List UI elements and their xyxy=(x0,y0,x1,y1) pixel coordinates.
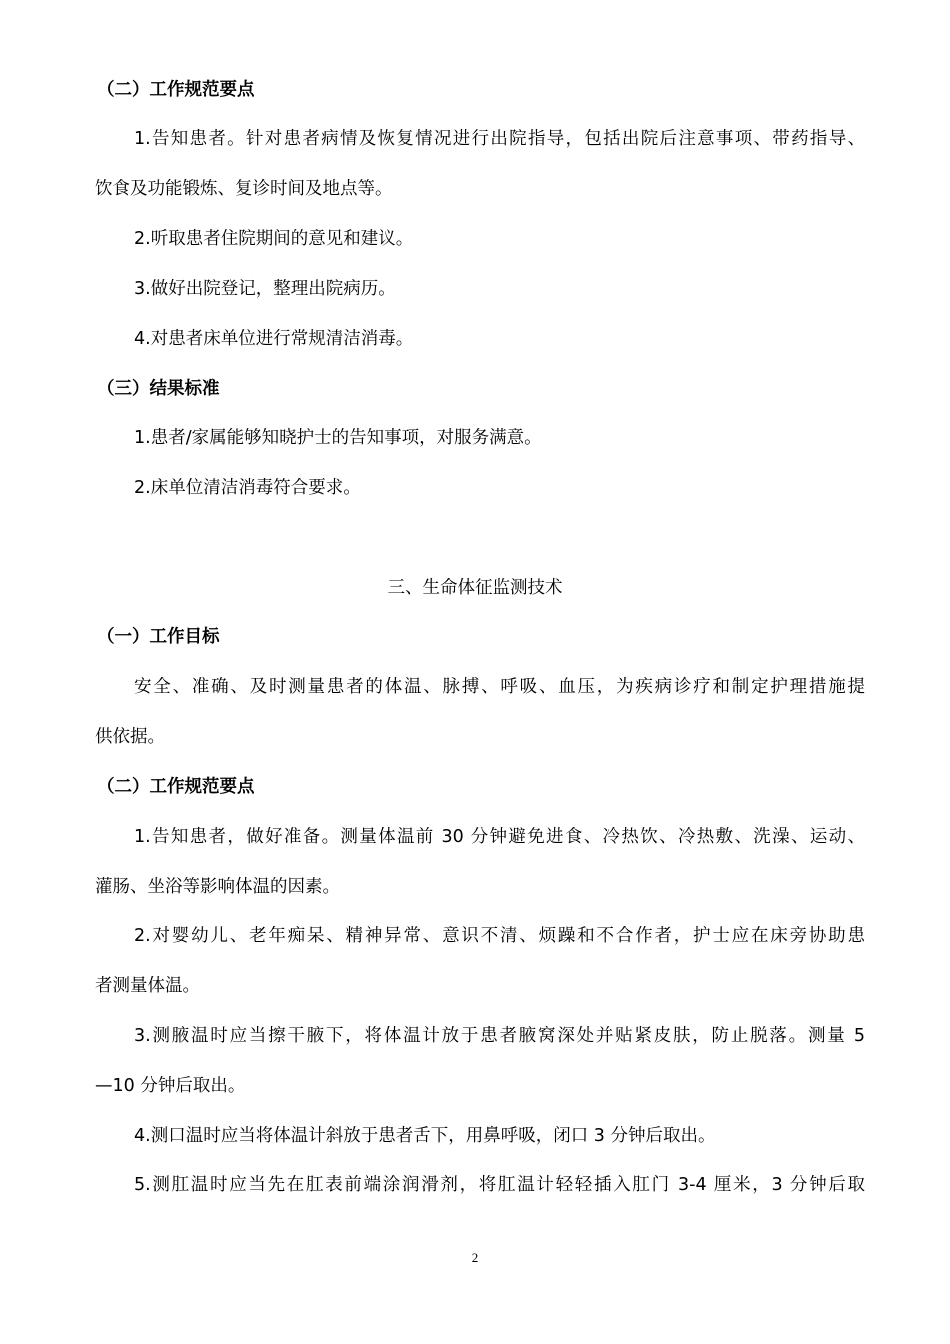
paragraph-line: 4.对患者床单位进行常规清洁消毒。 xyxy=(134,329,414,349)
section-heading-result: （三）结果标准 xyxy=(97,379,220,399)
page-number: 2 xyxy=(471,1250,479,1265)
paragraph-line: 饮食及功能锻炼、复诊时间及地点等。 xyxy=(95,179,393,199)
paragraph-line: 者测量体温。 xyxy=(95,976,200,996)
paragraph-line: 2.听取患者住院期间的意见和建议。 xyxy=(134,229,414,249)
paragraph-line: 2.对婴幼儿、老年痴呆、精神异常、意识不清、烦躁和不合作者，护士应在床旁协助患 xyxy=(134,926,865,946)
paragraph-line: 1.告知患者。针对患者病情及恢复情况进行出院指导，包括出院后注意事项、带药指导、 xyxy=(134,129,865,149)
paragraph-line: 5.测肛温时应当先在肛表前端涂润滑剂，将肛温计轻轻插入肛门 3-4 厘米，3 分钟后取 xyxy=(134,1175,865,1195)
paragraph-line: —10 分钟后取出。 xyxy=(95,1076,246,1096)
paragraph-line: 1.患者/家属能够知晓护士的告知事项，对服务满意。 xyxy=(134,428,542,448)
paragraph-line: 2.床单位清洁消毒符合要求。 xyxy=(134,478,361,498)
paragraph-line: 3.做好出院登记，整理出院病历。 xyxy=(134,279,396,299)
paragraph-line: 1.告知患者，做好准备。测量体温前 30 分钟避免进食、冷热饮、冷热敷、洗澡、运动、 xyxy=(134,827,865,847)
section-heading-goal: （一）工作目标 xyxy=(97,627,220,647)
paragraph-line: 供依据。 xyxy=(95,727,165,747)
section-heading-work-points: （二）工作规范要点 xyxy=(97,80,255,100)
chapter-title: 三、生命体征监测技术 xyxy=(387,578,563,598)
paragraph-line: 3.测腋温时应当擦干腋下，将体温计放于患者腋窝深处并贴紧皮肤，防止脱落。测量 5 xyxy=(134,1026,865,1046)
paragraph-line: 安全、准确、及时测量患者的体温、脉搏、呼吸、血压，为疾病诊疗和制定护理措施提 xyxy=(134,677,865,697)
paragraph-line: 4.测口温时应当将体温计斜放于患者舌下，用鼻呼吸，闭口 3 分钟后取出。 xyxy=(134,1126,716,1146)
section-heading-work-points: （二）工作规范要点 xyxy=(97,777,255,797)
paragraph-line: 灌肠、坐浴等影响体温的因素。 xyxy=(95,877,340,897)
